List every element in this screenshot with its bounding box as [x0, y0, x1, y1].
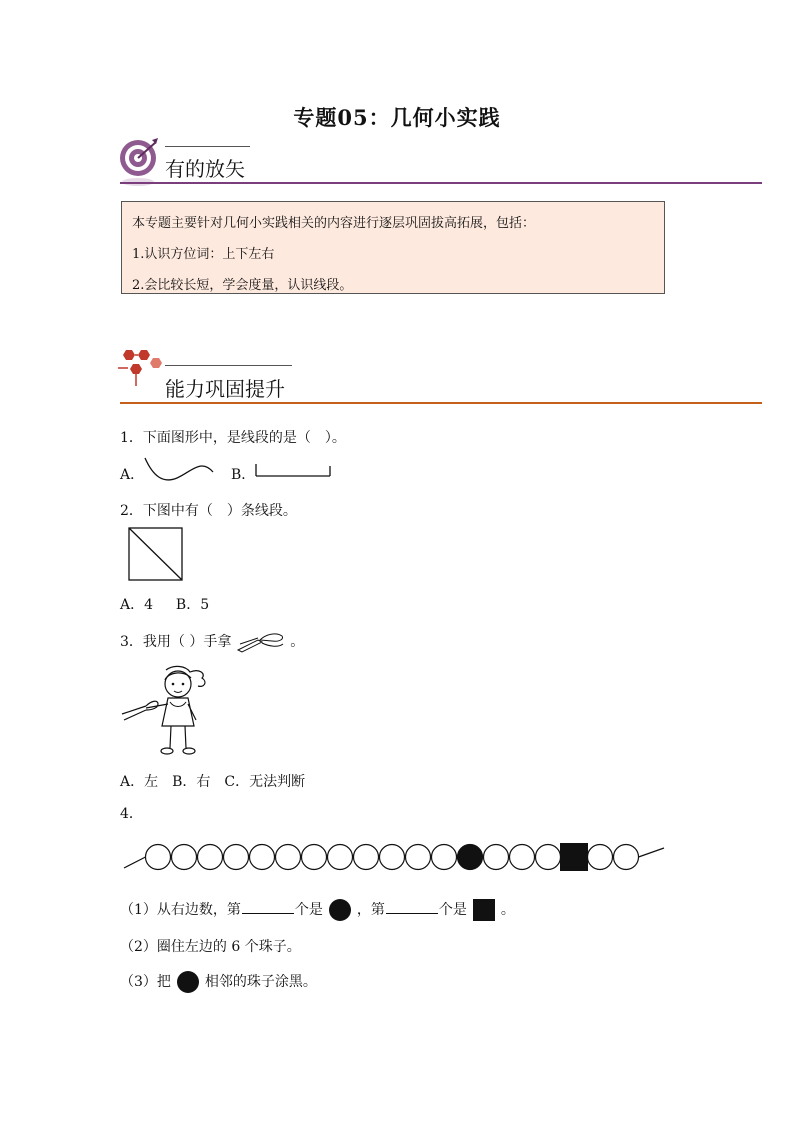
target-icon [118, 138, 162, 188]
section-topline [165, 146, 250, 147]
string-left [124, 857, 146, 868]
bead-circle[interactable] [588, 845, 613, 870]
section-rule [120, 402, 762, 404]
bead-circle[interactable] [224, 845, 249, 870]
bead-circle[interactable] [484, 845, 509, 870]
intro-box [121, 201, 665, 294]
question-4-number: 4． [120, 806, 143, 822]
bead-circle[interactable] [510, 845, 535, 870]
bead-circle[interactable] [380, 845, 405, 870]
bead-circle[interactable] [146, 845, 171, 870]
q4-p1-text-d: 个是 [438, 902, 467, 918]
q4-p1-text-c: ，第 [356, 902, 385, 918]
bead-circle[interactable] [198, 845, 223, 870]
question-1-stem: 1．下面图形中，是线段的是（ ）。 [120, 430, 346, 446]
intro-item-2: 2.会比较长短，学会度量，认识线段。 [132, 278, 353, 293]
section-heading-practice: 能力巩固提升 [165, 377, 285, 401]
bead-circle[interactable] [614, 845, 639, 870]
black-circle-icon [329, 899, 351, 921]
bead-circle[interactable] [250, 845, 275, 870]
question-2-stem: 2．下图中有（ ）条线段。 [120, 503, 297, 519]
bead-string-figure [122, 840, 668, 876]
intro-lead: 本专题主要针对几何小实践相关的内容进行逐层巩固拔高拓展，包括： [132, 216, 536, 231]
question-3-stem-text: 3．我用（ ）手拿 [120, 634, 232, 650]
q4-p1-text-b: 个是 [294, 902, 323, 918]
question-3-stem [120, 630, 304, 654]
bead-circle[interactable] [328, 845, 353, 870]
pliers-icon [236, 630, 286, 654]
q4-p1-text-e: 。 [500, 902, 515, 918]
question-3-stem-end: 。 [290, 634, 305, 650]
section-rule [120, 182, 762, 184]
square-diagonal-figure [128, 527, 184, 583]
question-4-part-1 [120, 898, 515, 922]
question-2-options: A．4 B．5 [120, 597, 210, 613]
string-right [639, 848, 665, 857]
bead-circle[interactable] [406, 845, 431, 870]
section-heading-goal: 有的放矢 [165, 157, 245, 181]
question-3-options: A．左 B．右 C．无法判断 [120, 774, 306, 790]
bead-circle[interactable] [276, 845, 301, 870]
black-square-icon [473, 899, 495, 921]
segment-figure [254, 462, 332, 478]
bead-circle[interactable] [536, 845, 561, 870]
bead-circle[interactable] [432, 845, 457, 870]
bead-circle[interactable] [302, 845, 327, 870]
hexagon-icon [116, 346, 162, 388]
girl-with-pliers-figure [118, 664, 214, 758]
question-1-option-a-label: A． [120, 467, 145, 483]
q4-p3-text-a: （3）把 [120, 974, 171, 990]
bead-black-square[interactable] [560, 843, 588, 871]
question-4-part-3 [120, 970, 317, 994]
q4-p1-text-a: （1）从右边数，第 [120, 902, 241, 918]
question-1-option-b-label: B． [231, 467, 256, 483]
bead-circle[interactable] [172, 845, 197, 870]
section-topline [165, 365, 292, 366]
page-title: 专题05：几何小实践 [293, 105, 501, 130]
bead-circle[interactable] [354, 845, 379, 870]
intro-item-1: 1.认识方位词：上下左右 [132, 247, 275, 262]
curve-figure [143, 456, 217, 486]
answer-blank-2[interactable] [386, 899, 438, 914]
black-circle-icon [177, 971, 199, 993]
question-4-part-2: （2）圈住左边的 6 个珠子。 [120, 939, 301, 955]
bead-black-circle[interactable] [458, 845, 483, 870]
answer-blank-1[interactable] [242, 899, 294, 914]
q4-p3-text-b: 相邻的珠子涂黑。 [204, 974, 317, 990]
